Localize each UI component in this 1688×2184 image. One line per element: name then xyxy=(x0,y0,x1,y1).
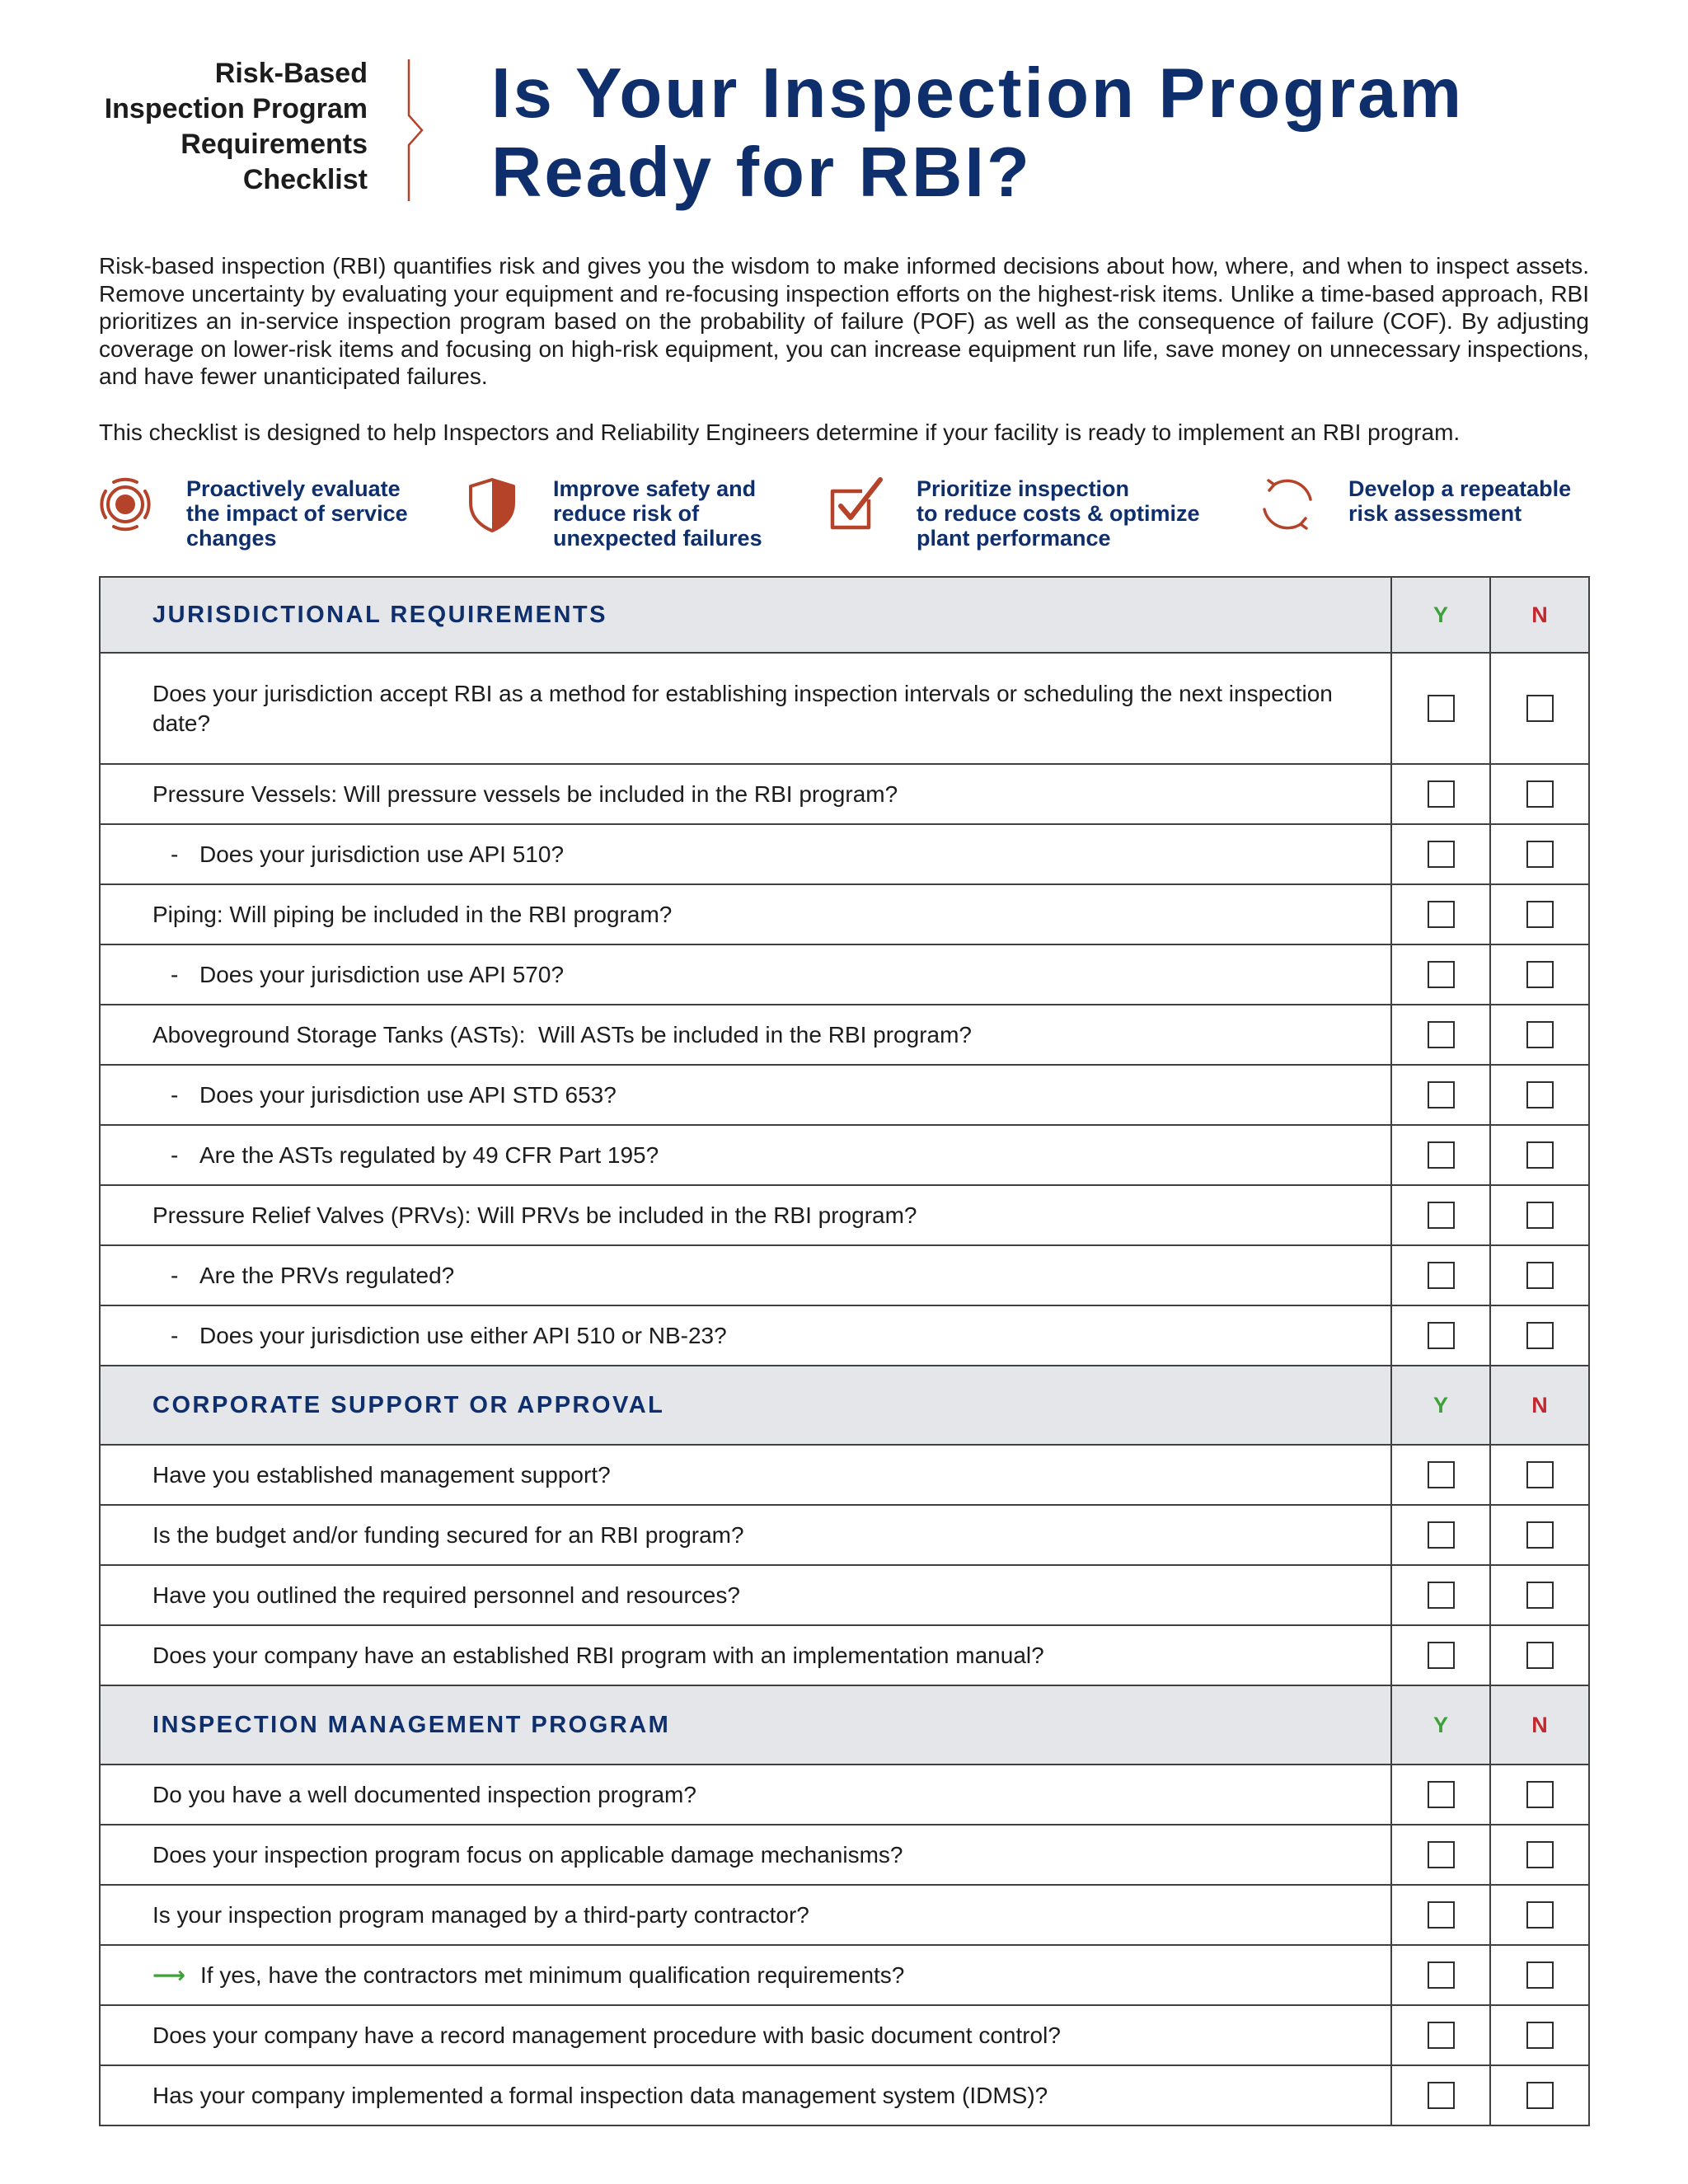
no-column-label: N xyxy=(1531,602,1548,627)
intro-purpose: This checklist is designed to help Inspectors and Reliability Engineers determine if your facility is ready to implement an RBI program. xyxy=(99,419,1461,445)
benefit-label: Improve safety and reduce risk of unexpected failures xyxy=(553,476,762,551)
benefit-label: Prioritize inspection to reduce costs & optimize plant performance xyxy=(917,476,1200,551)
yes-checkbox[interactable] xyxy=(1428,1961,1455,1989)
subtitle-line: Requirements xyxy=(181,129,368,160)
no-checkbox[interactable] xyxy=(1526,1461,1554,1488)
no-checkbox[interactable] xyxy=(1526,1262,1554,1289)
header xyxy=(99,54,1589,212)
document-subtitle xyxy=(99,56,368,198)
yes-checkbox[interactable] xyxy=(1428,961,1455,988)
checklist-row xyxy=(101,1126,1588,1186)
no-checkbox[interactable] xyxy=(1526,1582,1554,1609)
no-checkbox[interactable] xyxy=(1526,1202,1554,1229)
benefit-item xyxy=(1258,473,1592,555)
checklist-row xyxy=(101,1446,1588,1506)
title-line-2: Ready for RBI? xyxy=(491,134,1032,212)
question-text: Are the ASTs regulated by 49 CFR Part 195? xyxy=(199,1141,659,1168)
yes-checkbox[interactable] xyxy=(1428,901,1455,928)
dash-marker: - xyxy=(171,961,179,987)
subtitle-line: Checklist xyxy=(242,164,368,195)
checklist-row xyxy=(101,1005,1588,1066)
yes-checkbox[interactable] xyxy=(1428,1461,1455,1488)
question-text: If yes, have the contractors met minimum qualification requirements? xyxy=(200,1961,905,1988)
no-checkbox[interactable] xyxy=(1526,1141,1554,1169)
question-text: Does your jurisdiction use API STD 653? xyxy=(199,1081,617,1108)
section-title: CORPORATE SUPPORT OR APPROVAL xyxy=(101,1366,1392,1444)
yes-column-label: Y xyxy=(1432,1712,1448,1737)
page-title xyxy=(491,54,1464,213)
yes-checkbox[interactable] xyxy=(1428,1141,1455,1169)
no-checkbox[interactable] xyxy=(1526,1322,1554,1349)
checklist-row xyxy=(101,1626,1588,1686)
yes-checkbox[interactable] xyxy=(1428,1582,1455,1609)
yes-checkbox[interactable] xyxy=(1428,2022,1455,2049)
no-checkbox[interactable] xyxy=(1526,780,1554,808)
question-text: Piping: Will piping be included in the RBI program? xyxy=(152,901,673,927)
question-text: Aboveground Storage Tanks (ASTs): Will ASTs be included in the RBI program? xyxy=(152,1021,972,1047)
arrow-right-icon: ⟶ xyxy=(152,1961,186,1988)
question-text: Does your jurisdiction use either API 510 or NB-23? xyxy=(199,1322,727,1348)
subtitle-line: Risk-Based xyxy=(214,58,368,89)
question-text: Have you established management support? xyxy=(152,1461,611,1488)
benefits-row xyxy=(96,473,1592,555)
no-checkbox[interactable] xyxy=(1526,2082,1554,2109)
target-icon xyxy=(96,475,155,534)
checklist-row xyxy=(101,945,1588,1005)
no-checkbox[interactable] xyxy=(1526,1961,1554,1989)
yes-checkbox[interactable] xyxy=(1428,2082,1455,2109)
intro-paragraph: Risk-based inspection (RBI) quantifies risk and gives you the wisdom to make informed decisions about how, where, and when to inspect assets. Remove uncertainty by evaluating your equipment and re-focusing inspection efforts on the highest-risk items. Unlike a time-based approach, RBI prioritizes an in-service inspection program based on the probability of failure (POF) as well as the consequence of failure (COF). By adjusting coverage on lower-risk items and focusing on high-risk equipment, you can increase equipment run life, save money on unnecessary inspections, and have fewer unanticipated failures. xyxy=(99,253,1589,390)
section-header-inspection-management xyxy=(101,1686,1588,1765)
benefit-label: Proactively evaluate the impact of service changes xyxy=(186,476,408,551)
checklist-row xyxy=(101,654,1588,765)
yes-checkbox[interactable] xyxy=(1428,695,1455,722)
question-text: Does your jurisdiction use API 570? xyxy=(199,961,565,987)
question-text: Does your inspection program focus on applicable damage mechanisms? xyxy=(152,1841,903,1868)
dash-marker: - xyxy=(171,1322,179,1348)
no-checkbox[interactable] xyxy=(1526,1642,1554,1669)
dash-marker: - xyxy=(171,1262,179,1288)
no-checkbox[interactable] xyxy=(1526,1841,1554,1868)
dash-marker: - xyxy=(171,1141,179,1168)
title-line-1: Is Your Inspection Program xyxy=(491,54,1465,133)
question-text: Is the budget and/or funding secured for an RBI program? xyxy=(152,1521,744,1548)
checkbox-check-icon xyxy=(826,475,885,534)
checklist-row xyxy=(101,2066,1588,2126)
checklist-row xyxy=(101,1506,1588,1566)
checklist-row xyxy=(101,1765,1588,1825)
yes-checkbox[interactable] xyxy=(1428,1322,1455,1349)
question-text: Has your company implemented a formal inspection data management system (IDMS)? xyxy=(152,2082,1048,2108)
section-header-corporate xyxy=(101,1366,1588,1446)
checklist-row xyxy=(101,1306,1588,1366)
question-text: Pressure Vessels: Will pressure vessels be included in the RBI program? xyxy=(152,780,898,807)
checklist-row xyxy=(101,2006,1588,2066)
checklist-row xyxy=(101,825,1588,885)
question-text: Does your company have a record management procedure with basic document control? xyxy=(152,2022,1061,2048)
checklist-row xyxy=(101,1946,1588,2006)
question-text: Pressure Relief Valves (PRVs): Will PRVs be included in the RBI program? xyxy=(152,1202,917,1228)
benefit-item xyxy=(462,473,809,555)
yes-checkbox[interactable] xyxy=(1428,1081,1455,1108)
subtitle-line: Inspection Program xyxy=(104,93,368,124)
no-checkbox[interactable] xyxy=(1526,901,1554,928)
question-text: Are the PRVs regulated? xyxy=(199,1262,455,1288)
question-text: Have you outlined the required personnel and resources? xyxy=(152,1582,740,1608)
section-title: INSPECTION MANAGEMENT PROGRAM xyxy=(101,1686,1392,1764)
question-text: Does your jurisdiction accept RBI as a method for establishing inspection intervals or scheduling the next inspection date? xyxy=(152,680,1333,736)
no-checkbox[interactable] xyxy=(1526,1521,1554,1549)
no-checkbox[interactable] xyxy=(1526,961,1554,988)
checklist-row xyxy=(101,1886,1588,1946)
cycle-arrows-icon xyxy=(1258,475,1317,534)
dash-marker: - xyxy=(171,841,179,867)
question-text: Is your inspection program managed by a third-party contractor? xyxy=(152,1901,809,1928)
yes-checkbox[interactable] xyxy=(1428,1262,1455,1289)
no-column-label: N xyxy=(1531,1712,1548,1737)
benefit-item xyxy=(826,473,1213,555)
yes-checkbox[interactable] xyxy=(1428,780,1455,808)
yes-checkbox[interactable] xyxy=(1428,1521,1455,1549)
no-checkbox[interactable] xyxy=(1526,695,1554,722)
yes-checkbox[interactable] xyxy=(1428,1202,1455,1229)
no-checkbox[interactable] xyxy=(1526,1781,1554,1808)
yes-column-label: Y xyxy=(1432,602,1448,627)
question-text: Does your company have an established RBI program with an implementation manual? xyxy=(152,1642,1044,1668)
checklist-row xyxy=(101,1066,1588,1126)
checklist-row xyxy=(101,1246,1588,1306)
benefit-label: Develop a repeatable risk assessment xyxy=(1348,476,1572,526)
question-text: Does your jurisdiction use API 510? xyxy=(199,841,565,867)
question-text: Do you have a well documented inspection program? xyxy=(152,1781,696,1807)
no-checkbox[interactable] xyxy=(1526,1021,1554,1048)
shield-icon xyxy=(462,475,522,534)
checklist-row xyxy=(101,1566,1588,1626)
no-checkbox[interactable] xyxy=(1526,841,1554,868)
chevron-divider-icon xyxy=(406,59,425,201)
yes-column-label: Y xyxy=(1432,1392,1448,1418)
yes-checkbox[interactable] xyxy=(1428,1642,1455,1669)
checklist-row xyxy=(101,885,1588,945)
no-column-label: N xyxy=(1531,1392,1548,1418)
yes-checkbox[interactable] xyxy=(1428,1021,1455,1048)
checklist-row xyxy=(101,1186,1588,1246)
dash-marker: - xyxy=(171,1081,179,1108)
yes-checkbox[interactable] xyxy=(1428,841,1455,868)
yes-checkbox[interactable] xyxy=(1428,1781,1455,1808)
yes-checkbox[interactable] xyxy=(1428,1841,1455,1868)
checklist-row xyxy=(101,765,1588,825)
checklist-table xyxy=(99,576,1590,2126)
no-checkbox[interactable] xyxy=(1526,2022,1554,2049)
checklist-row xyxy=(101,1825,1588,1886)
section-header-jurisdictional xyxy=(101,578,1588,654)
no-checkbox[interactable] xyxy=(1526,1081,1554,1108)
no-checkbox[interactable] xyxy=(1526,1901,1554,1929)
yes-checkbox[interactable] xyxy=(1428,1901,1455,1929)
section-title: JURISDICTIONAL REQUIREMENTS xyxy=(101,578,1392,652)
benefit-item xyxy=(96,473,442,555)
